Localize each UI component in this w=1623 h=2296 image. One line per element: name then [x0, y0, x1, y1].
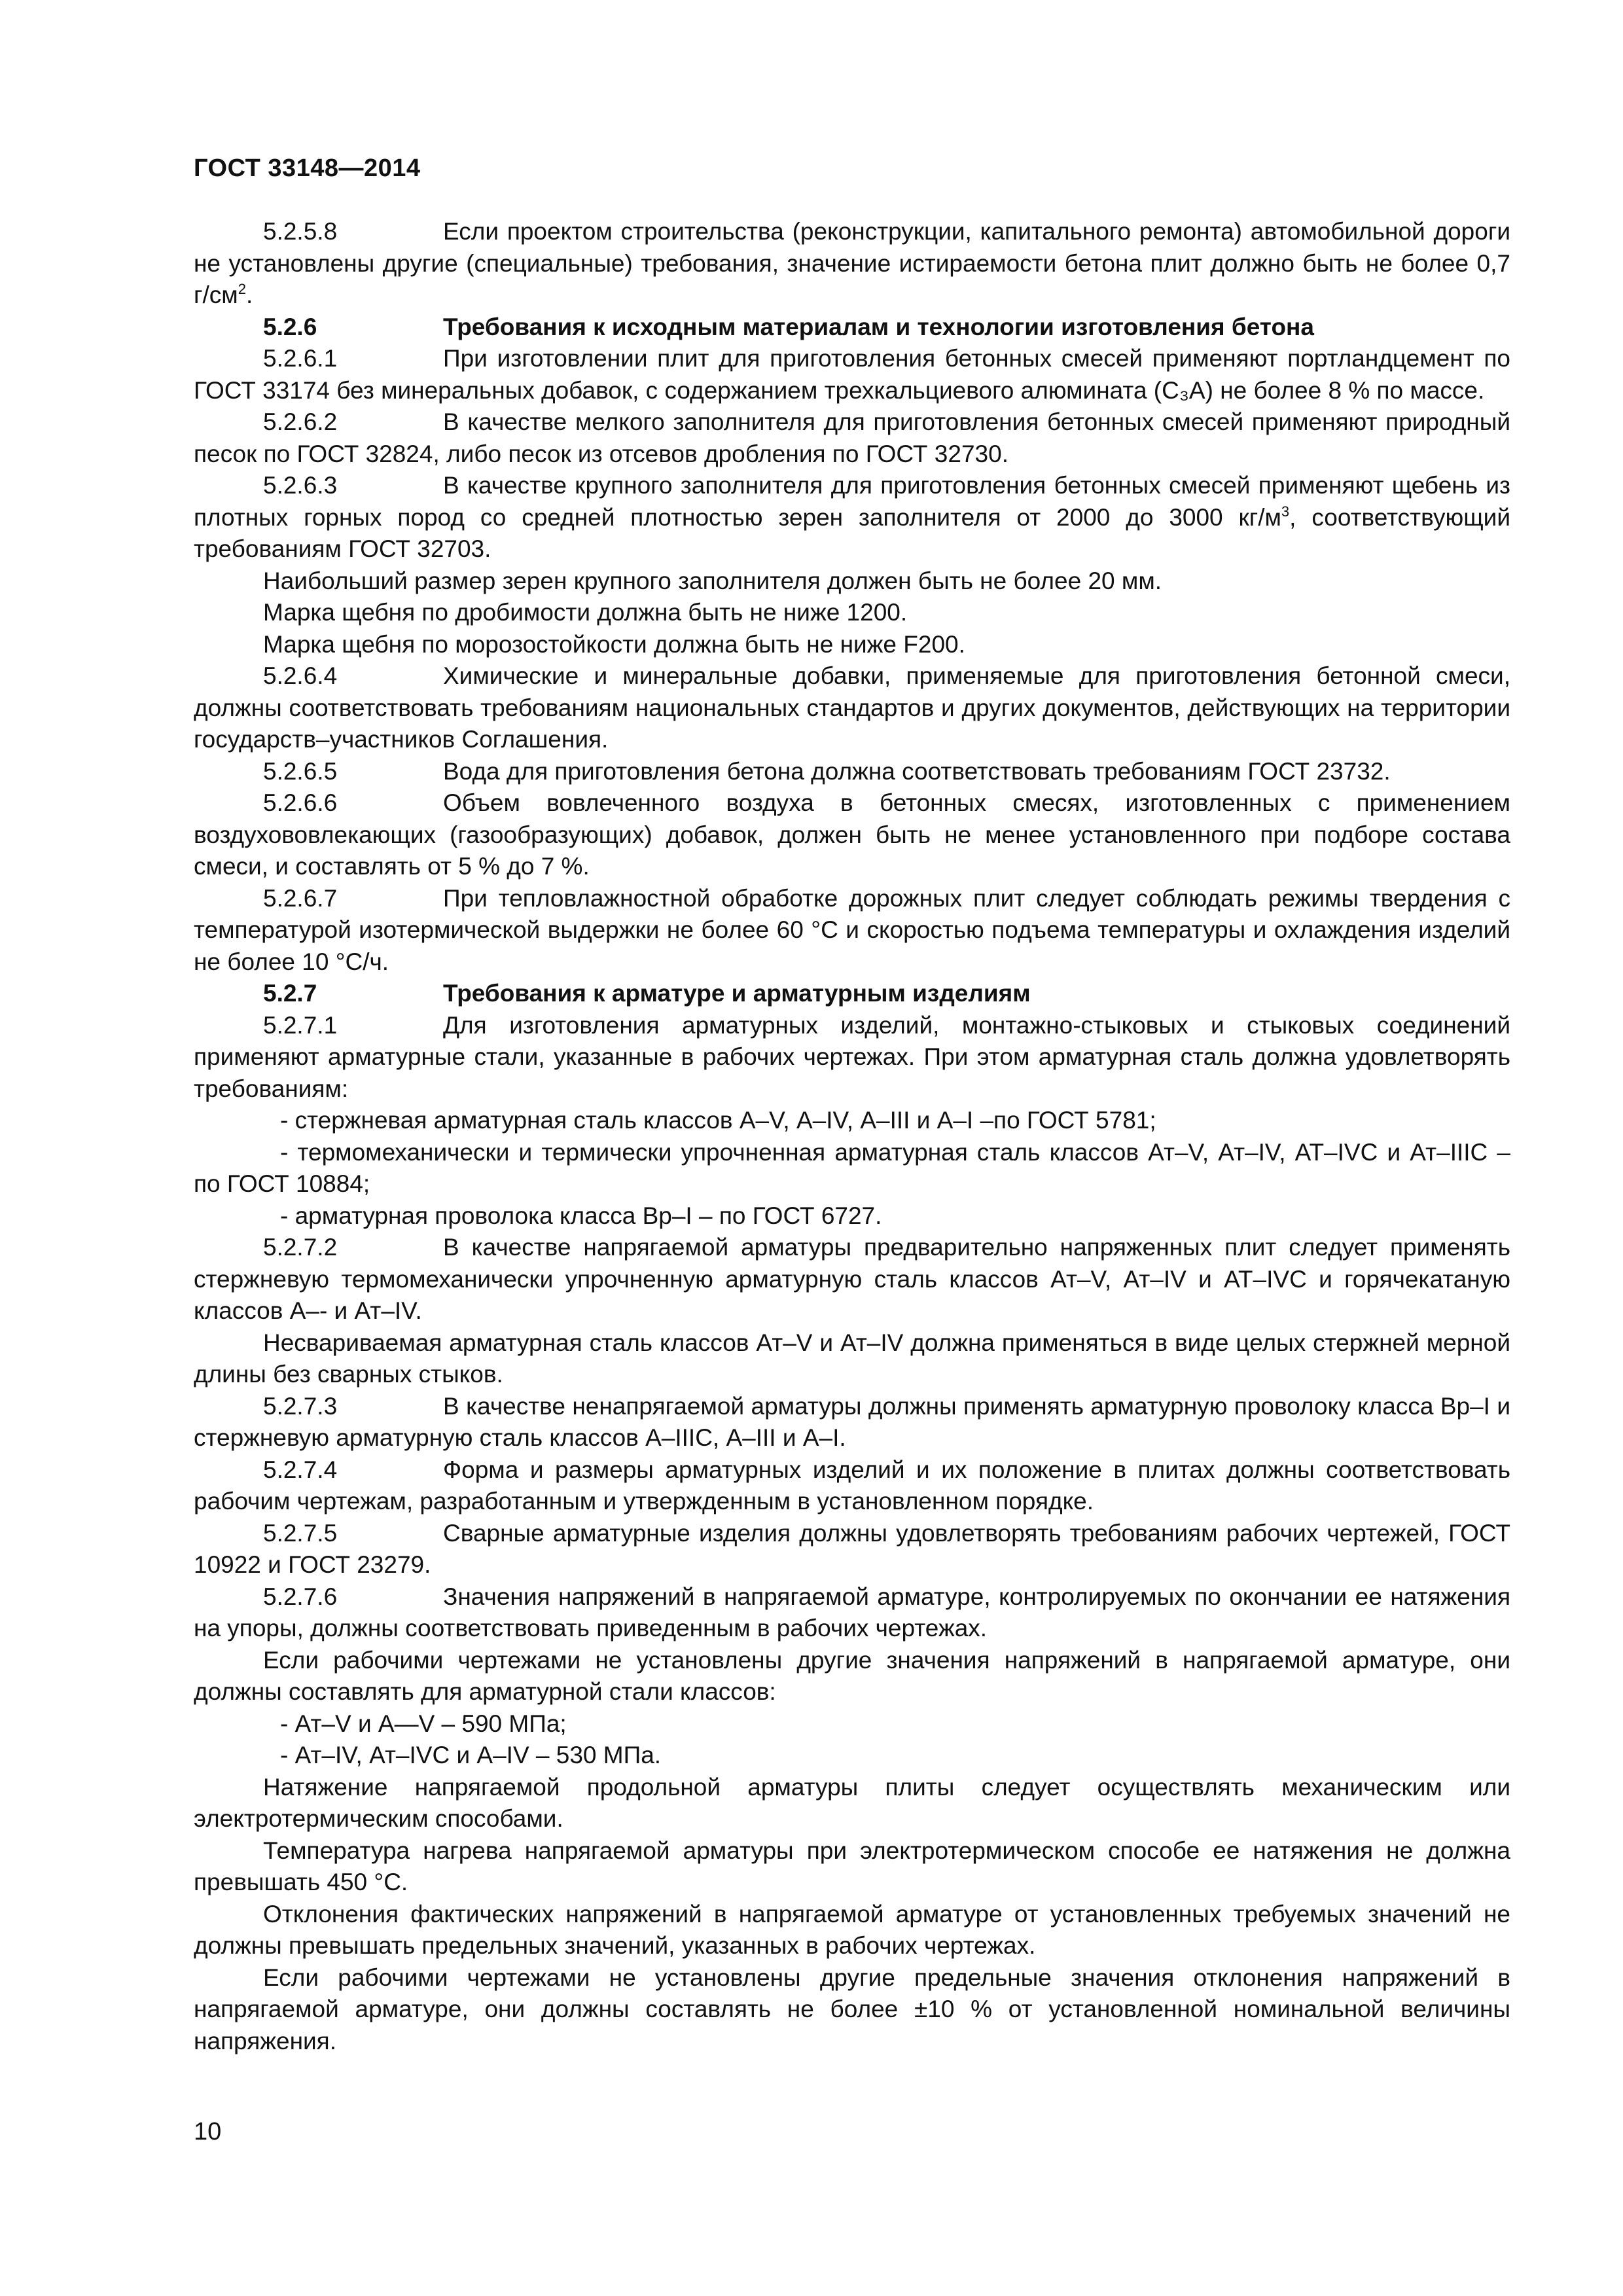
- clause-text: В качестве ненапрягаемой арматуры должны применять арматурную проволоку класса Вр–I и стержневую арматурную сталь классов А–IIIС, А–III и А–I.: [194, 1392, 1510, 1451]
- clause-number: 5.2.7.3: [263, 1392, 338, 1420]
- clause: [194, 1010, 1510, 1105]
- clause-text: При тепловлажностной обработке дорожных плит следует соблюдать режимы твердения с температурой изотермической выдержки не более 60 °С и скоростью подъема температуры и охлаждения изделий не более 10 °С/ч.: [194, 884, 1510, 975]
- clause-number: 5.2.6.1: [263, 345, 338, 372]
- standard-header: ГОСТ 33148—2014: [194, 154, 421, 182]
- clause-number: 5.2.5.8: [263, 218, 338, 245]
- list-item: - Ат–V и А—V – 590 МПа;: [280, 1710, 567, 1737]
- clause: [194, 787, 1510, 883]
- clause-number: 5.2.6: [263, 313, 317, 340]
- clause-number: 5.2.7.2: [263, 1234, 338, 1261]
- clause: [194, 1232, 1510, 1327]
- clause-number: 5.2.6.3: [263, 472, 338, 499]
- list-item: - термомеханически и термически упрочненная арматурная сталь классов Ат–V, Ат–IV, АТ–IVС и Ат–IIIС – по ГОСТ 10884;: [194, 1138, 1510, 1197]
- paragraph: Натяжение напрягаемой продольной арматуры плиты следует осуществлять механическим или электротермическим способами.: [194, 1773, 1510, 1832]
- clause: [194, 1518, 1510, 1581]
- clause: [194, 216, 1510, 312]
- clause-text: Вода для приготовления бетона должна соответствовать требованиям ГОСТ 23732.: [443, 757, 1391, 785]
- list-item: - арматурная проволока класса Вр–I – по ГОСТ 6727.: [280, 1202, 882, 1229]
- clause-text: Значения напряжений в напрягаемой арматуре, контролируемых по окончании ее натяжения на упоры, должны соответствовать приведенным в рабочих чертежах.: [194, 1583, 1510, 1641]
- clause: [194, 1391, 1510, 1454]
- clause-text-tail: , соответствующий требованиям ГОСТ 32703.: [194, 503, 1510, 562]
- clause-text: Сварные арматурные изделия должны удовлетворять требованиям рабочих чертежей, ГОСТ 10922 и ГОСТ 23279.: [194, 1519, 1510, 1578]
- clause: [194, 1581, 1510, 1645]
- clause: [194, 470, 1510, 565]
- clause-text: Объем вовлеченного воздуха в бетонных смесях, изготовленных с применением воздухововлекающих (газообразующих) добавок, должен быть не менее установленного при подборе состава смеси, и составлять от 5 % до 7 %.: [194, 789, 1510, 880]
- clause-number: 5.2.7: [263, 980, 317, 1007]
- clause: [194, 756, 1510, 788]
- clause-text: Форма и размеры арматурных изделий и их положение в плитах должны соответствовать рабочим чертежам, разработанным и утвержденным в установленном порядке.: [194, 1456, 1510, 1515]
- clause-number: 5.2.6.5: [263, 757, 338, 785]
- superscript: 2: [238, 281, 246, 297]
- clause-text: Для изготовления арматурных изделий, монтажно-стыковых и стыковых соединений применяют арматурные стали, указанные в рабочих чертежах. При этом арматурная сталь должна удовлетворять требованиям:: [194, 1011, 1510, 1102]
- paragraph: Если рабочими чертежами не установлены другие значения напряжений в напрягаемой арматуре, они должны составлять для арматурной стали классов:: [194, 1646, 1510, 1705]
- paragraph: Марка щебня по морозостойкости должна быть не ниже F200.: [263, 630, 965, 658]
- clause: [194, 660, 1510, 756]
- clause-text-tail: .: [245, 281, 253, 308]
- clause-text: Требования к арматуре и арматурным изделиям: [443, 980, 1031, 1007]
- clause-number: 5.2.6.4: [263, 662, 338, 689]
- clause-text: Химические и минеральные добавки, применяемые для приготовления бетонной смеси, должны соответствовать требованиям национальных стандартов и других документов, действующих на территории государств–участников Соглашения.: [194, 662, 1510, 753]
- clause-text: Если проектом строительства (реконструкции, капитального ремонта) автомобильной дороги не установлены другие (специальные) требования, значение истираемости бетона плит должно быть не более 0,7 г/см: [194, 218, 1510, 308]
- clause: [194, 1454, 1510, 1518]
- clause-number: 5.2.6.2: [263, 408, 338, 435]
- paragraph: Если рабочими чертежами не установлены другие предельные значения отклонения напряжений в напрягаемой арматуре, они должны составлять не более ±10 % от установленной номинальной величины напряжения.: [194, 1964, 1510, 2054]
- clause-number: 5.2.7.4: [263, 1456, 338, 1483]
- paragraph: Температура нагрева напрягаемой арматуры при электротермическом способе ее натяжения не должна превышать 450 °С.: [194, 1837, 1510, 1895]
- paragraph: Отклонения фактических напряжений в напрягаемой арматуре от установленных требуемых значений не должны превышать предельных значений, указанных в рабочих чертежах.: [194, 1900, 1510, 1959]
- clause-number: 5.2.7.1: [263, 1011, 338, 1039]
- paragraph: Наибольший размер зерен крупного заполнителя должен быть не более 20 мм.: [263, 567, 1162, 594]
- paragraph: Несвариваемая арматурная сталь классов Ат–V и Ат–IV должна применяться в виде целых стержней мерной длины без сварных стыков.: [194, 1329, 1510, 1388]
- paragraph: Марка щебня по дробимости должна быть не ниже 1200.: [263, 599, 908, 626]
- clause-number: 5.2.6.6: [263, 789, 338, 816]
- section-heading: [194, 312, 1510, 344]
- clause: [194, 406, 1510, 470]
- document-body: [194, 216, 1510, 2057]
- clause-text: В качестве напрягаемой арматуры предварительно напряженных плит следует применять стержневую термомеханически упрочненную арматурную сталь классов Ат–V, Ат–IV и АТ–IVС и горячекатаную классов А–- и Ат–IV.: [194, 1234, 1510, 1324]
- clause: [194, 883, 1510, 978]
- clause-text: Требования к исходным материалам и технологии изготовления бетона: [443, 313, 1314, 340]
- superscript: 3: [1281, 503, 1290, 520]
- clause-number: 5.2.6.7: [263, 884, 338, 912]
- clause-text: В качестве мелкого заполнителя для приготовления бетонных смесей применяют природный песок по ГОСТ 32824, либо песок из отсевов дробления по ГОСТ 32730.: [194, 408, 1510, 467]
- list-item: - Ат–IV, Ат–IVС и А–IV – 530 МПа.: [280, 1742, 662, 1768]
- list-item: - стержневая арматурная сталь классов А–V, А–IV, А–III и А–I –по ГОСТ 5781;: [280, 1107, 1156, 1134]
- clause-number: 5.2.7.6: [263, 1583, 338, 1610]
- clause-number: 5.2.7.5: [263, 1519, 338, 1547]
- section-heading: [194, 978, 1510, 1010]
- clause: [194, 343, 1510, 406]
- clause-text: В качестве крупного заполнителя для приготовления бетонных смесей применяют щебень из плотных горных пород со средней плотностью зерен заполнителя от 2000 до 3000 кг/м: [194, 472, 1510, 531]
- clause-text: При изготовлении плит для приготовления бетонных смесей применяют портландцемент по ГОСТ 33174 без минеральных добавок, с содержанием трехкальциевого алюмината (С₃А) не более 8 % по массе.: [194, 345, 1510, 404]
- page-number: 10: [194, 2118, 222, 2145]
